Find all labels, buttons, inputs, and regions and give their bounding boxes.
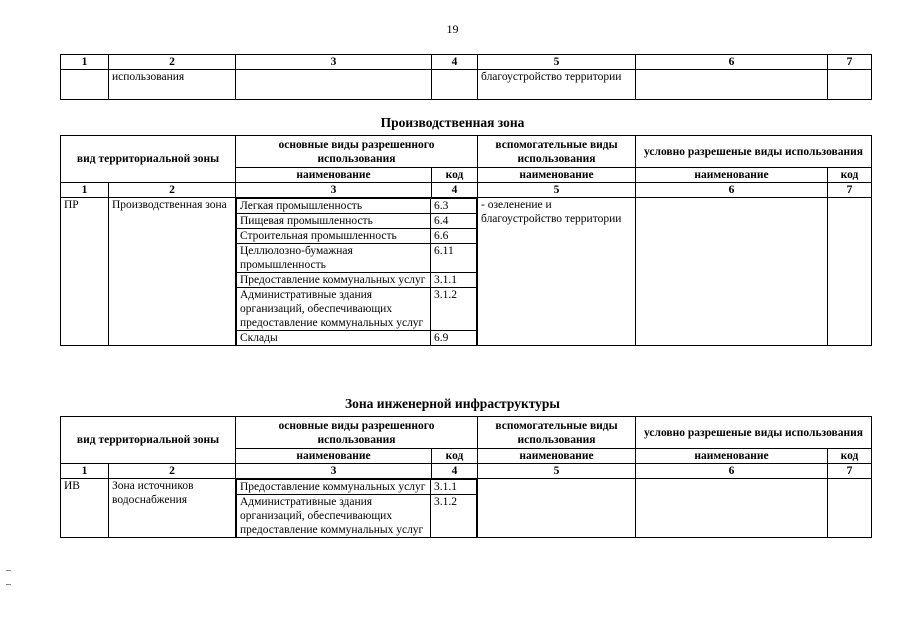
use-code: 6.3 — [431, 199, 477, 214]
column-number: 5 — [478, 464, 636, 479]
cell: использования — [109, 70, 236, 100]
use-name: Административные здания организаций, обеспечивающих предоставление коммунальных услуг — [237, 495, 431, 538]
use-code: 3.1.1 — [431, 480, 477, 495]
use-name: Целлюлозно-бумажная промышленность — [237, 244, 431, 273]
column-number: 7 — [828, 183, 872, 198]
table-row — [61, 70, 872, 100]
zone-row — [61, 198, 872, 346]
page-number: 19 — [446, 22, 459, 36]
aux-uses: - озеленение и благоустройство территории — [478, 198, 636, 346]
conditional-uses-code — [828, 479, 872, 538]
zone-name: Зона источников водоснабжения — [109, 479, 236, 538]
header-name: наименование — [478, 449, 636, 464]
column-number: 6 — [636, 55, 828, 70]
header-name: наименование — [636, 168, 828, 183]
use-name: Склады — [237, 331, 431, 346]
production-zone-table — [60, 135, 872, 346]
header-name: наименование — [236, 168, 432, 183]
zone-abbr: ИВ — [61, 479, 109, 538]
column-number-row — [61, 55, 872, 70]
header-code: код — [828, 168, 872, 183]
column-number: 2 — [109, 55, 236, 70]
use-code: 6.11 — [431, 244, 477, 273]
column-number: 3 — [236, 464, 432, 479]
header-main-uses: основные виды разрешенного использования — [236, 417, 478, 449]
cell: благоустройство территории — [478, 70, 636, 100]
zone-title-engineering: Зона инженерной инфраструктуры — [345, 396, 560, 411]
header-name: наименование — [236, 449, 432, 464]
header-zone-type: вид территориальной зоны — [61, 417, 236, 464]
main-uses-list — [236, 479, 478, 538]
conditional-uses-code — [828, 198, 872, 346]
list-item — [237, 244, 477, 273]
column-number: 1 — [61, 464, 109, 479]
column-number: 7 — [828, 464, 872, 479]
cell — [432, 70, 478, 100]
list-item — [237, 273, 477, 288]
column-number: 1 — [61, 183, 109, 198]
header-conditional-uses: условно разрешеные виды использования — [636, 136, 872, 168]
engineering-zone-table — [60, 416, 872, 538]
column-number: 6 — [636, 183, 828, 198]
use-name: Предоставление коммунальных услуг — [237, 480, 431, 495]
header-aux-uses: вспомогательные виды использования — [478, 417, 636, 449]
column-number-row — [61, 183, 872, 198]
zone-row — [61, 479, 872, 538]
conditional-uses-name — [636, 479, 828, 538]
list-item — [237, 331, 477, 346]
list-item — [237, 495, 477, 538]
column-number: 3 — [236, 55, 432, 70]
header-aux-uses: вспомогательные виды использования — [478, 136, 636, 168]
list-item — [237, 288, 477, 331]
use-name: Административные здания организаций, обеспечивающих предоставление коммунальных услуг — [237, 288, 431, 331]
header-zone-type: вид территориальной зоны — [61, 136, 236, 183]
column-number: 4 — [432, 183, 478, 198]
scan-edge-mark — [6, 584, 11, 585]
column-number: 2 — [109, 183, 236, 198]
cell — [636, 70, 828, 100]
header-conditional-uses: условно разрешеные виды использования — [636, 417, 872, 449]
use-code: 6.9 — [431, 331, 477, 346]
use-name: Пищевая промышленность — [237, 214, 431, 229]
use-code: 6.6 — [431, 229, 477, 244]
zone-name: Производственная зона — [109, 198, 236, 346]
column-number: 1 — [61, 55, 109, 70]
column-number: 3 — [236, 183, 432, 198]
scan-edge-mark — [6, 570, 11, 571]
list-item — [237, 229, 477, 244]
zone-title-production: Производственная зона — [380, 115, 525, 130]
column-number: 4 — [432, 464, 478, 479]
use-code: 3.1.2 — [431, 288, 477, 331]
use-code: 3.1.1 — [431, 273, 477, 288]
conditional-uses-name — [636, 198, 828, 346]
header-code: код — [432, 168, 478, 183]
column-number: 2 — [109, 464, 236, 479]
header-name: наименование — [478, 168, 636, 183]
column-number: 4 — [432, 55, 478, 70]
list-item — [237, 480, 477, 495]
cell — [828, 70, 872, 100]
column-number: 5 — [478, 55, 636, 70]
column-number: 5 — [478, 183, 636, 198]
main-uses-list — [236, 198, 478, 346]
use-name: Строительная промышленность — [237, 229, 431, 244]
use-code: 6.4 — [431, 214, 477, 229]
header-name: наименование — [636, 449, 828, 464]
header-code: код — [828, 449, 872, 464]
zone-abbr: ПР — [61, 198, 109, 346]
cell — [61, 70, 109, 100]
cell — [236, 70, 432, 100]
list-item — [237, 214, 477, 229]
use-name: Легкая промышленность — [237, 199, 431, 214]
list-item — [237, 199, 477, 214]
header-main-uses: основные виды разрешенного использования — [236, 136, 478, 168]
continuation-table — [60, 54, 872, 100]
column-number: 6 — [636, 464, 828, 479]
header-code: код — [432, 449, 478, 464]
use-name: Предоставление коммунальных услуг — [237, 273, 431, 288]
aux-uses — [478, 479, 636, 538]
column-number-row — [61, 464, 872, 479]
column-number: 7 — [828, 55, 872, 70]
use-code: 3.1.2 — [431, 495, 477, 538]
